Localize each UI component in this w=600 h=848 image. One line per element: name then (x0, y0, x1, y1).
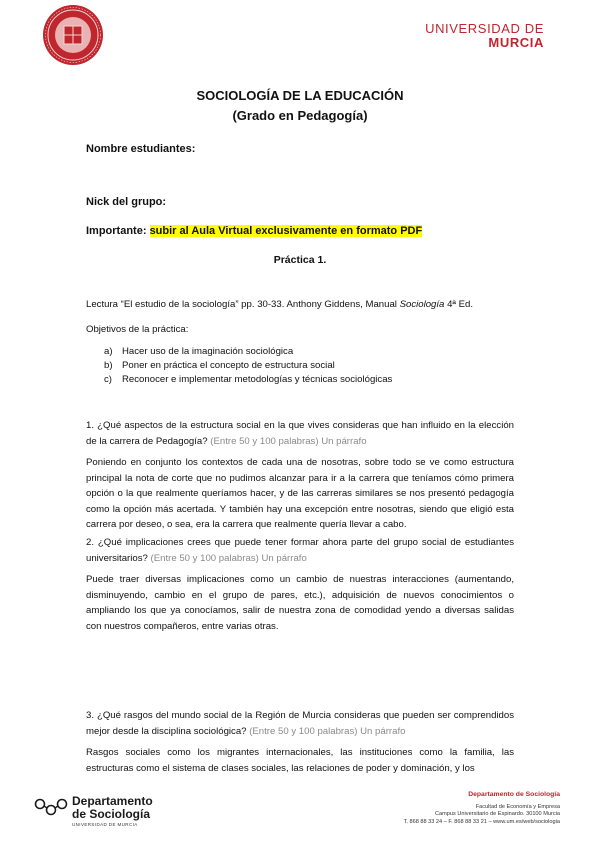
question-text: 2. ¿Qué implicaciones crees que puede tener formar ahora parte del grupo social de estudiantes universitarios? (86, 537, 514, 564)
department-sub: UNIVERSIDAD DE MURCIA (72, 822, 138, 827)
footer-phone-web: T. 868 88 33 24 – F. 868 88 33 21 – www.um.es/web/sociologia (403, 818, 560, 825)
group-nick-label: Nick del grupo: (86, 196, 167, 208)
important-note (86, 225, 422, 237)
question-hint: (Entre 50 y 100 palabras) Un párrafo (207, 435, 367, 447)
list-letter: c) (104, 374, 112, 385)
course-title: SOCIOLOGÍA DE LA EDUCACIÓN (196, 88, 404, 103)
practice-title: Práctica 1. (273, 254, 327, 266)
question-2 (86, 535, 514, 566)
university-wordmark (425, 22, 544, 50)
university-name-line1: UNIVERSIDAD DE (425, 21, 544, 36)
student-names-label: Nombre estudiantes: (86, 143, 196, 155)
question-1 (86, 418, 514, 449)
university-name-line2: MURCIA (488, 35, 544, 50)
list-text: Poner en práctica el concepto de estructura social (122, 360, 335, 371)
list-text: Hacer uso de la imaginación sociológica (122, 346, 294, 357)
question-hint: (Entre 50 y 100 palabras) Un párrafo (147, 552, 307, 564)
answer-3: Rasgos sociales como los migrantes internacionales, las instituciones como la familia, las estructuras como el sistema de clases sociales, las relaciones de poder y dominación, y los (86, 747, 514, 774)
important-label: Importante: (86, 225, 150, 237)
list-item (104, 359, 392, 373)
department-line2: de Sociología (72, 807, 151, 821)
department-logo-icon (34, 796, 68, 818)
university-seal-logo (42, 4, 104, 66)
list-item (104, 373, 392, 387)
reading-book-title: Sociología (399, 299, 445, 310)
objectives-list (104, 345, 392, 387)
course-subtitle: (Grado en Pedagogía) (232, 108, 368, 123)
reading-prefix: Lectura “El estudio de la sociología” pp. 30-33. Anthony Giddens, Manual (86, 299, 400, 310)
question-text: 3. ¿Qué rasgos del mundo social de la Región de Murcia consideras que pueden ser comprendidos mejor desde la disciplina sociológica? (86, 710, 514, 737)
reading-suffix: 4ª Ed. (444, 299, 474, 310)
department-name (72, 795, 153, 821)
important-highlight: subir al Aula Virtual exclusivamente en formato PDF (149, 225, 423, 237)
question-3 (86, 708, 514, 739)
reading-reference (86, 297, 514, 313)
footer-contact (404, 791, 560, 826)
footer-campus: Campus Universitario de Espinardo. 30100 Murcia (435, 811, 560, 817)
list-text: Reconocer e implementar metodologías y técnicas sociológicas (122, 374, 393, 385)
department-line1: Departamento (72, 794, 153, 808)
list-letter: a) (104, 346, 113, 357)
footer-department-title: Departamento de Sociología (468, 791, 560, 798)
answer-2: Puede traer diversas implicaciones como un cambio de nuestras interacciones (aumentando, disminuyendo, cambio en el grupo de pares, etc.), adquisición de nuevos conocimientos o ampliando los que ya conocíamos, salir de nuestra zona de comodidad yendo a diversas salidas con nuestros compañeros, entre varias otras. (86, 574, 514, 632)
footer-faculty: Facultad de Economía y Empresa (475, 803, 560, 810)
objectives-heading: Objetivos de la práctica: (86, 324, 189, 335)
question-hint: (Entre 50 y 100 palabras) Un párrafo (246, 725, 406, 737)
question-text: 1. ¿Qué aspectos de la estructura social en la que vives consideras que han influido en la elección de la carrera de Pedagogía? (86, 420, 514, 447)
list-letter: b) (104, 360, 113, 371)
list-item (104, 345, 392, 359)
answer-1: Poniendo en conjunto los contextos de cada una de nosotras, sobre todo se ve como estructura principal la nota de corte que no pudimos alcanzar para ir a la carrera que teníamos cómo primera opción o la que realmente queríamos hacer, y de las carreras similares se nos presentó pedagogía como la opción más acertada. Y también hay una excepción entre nosotras, siendo que eligió esta carrera por deseo, o sea, era la carrera que realmente quería llevar a cabo. (86, 457, 514, 530)
